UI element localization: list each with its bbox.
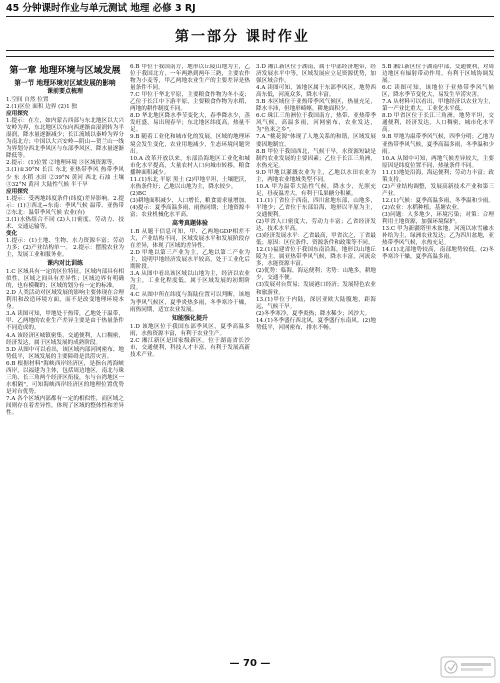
col3-p16: (2)冬季寒冷，夏季炎热；降水稀少；风沙大。	[256, 310, 371, 317]
col2-p3: 8.D 华北地区降水季节变化大，春季降水少，蒸发旺盛，易出现春旱；东北地区纬度高，热量不足。	[130, 113, 250, 134]
col1-p15: 7.A 各个区域内部都有一定的相似性，而区域之间则存在着差异性，体现了区域的整体性和差异性。	[6, 395, 124, 417]
col2-p4: 9.B 随着工业化和城市化的发展，区域的地理环境会发生变化，农业用地减少，生态环境问题突出。	[130, 134, 250, 155]
col3-p8: 10.A 甲为温带大陆性气候，降水少，光照充足，昼夜温差大，有利于瓜果糖分积累。	[256, 183, 376, 197]
running-header-text: 45 分钟课时作业与单元测试 地理 必修 3 RJ	[6, 3, 196, 14]
col1-p1: 1.空间 自然 位置	[6, 97, 49, 103]
col1-tag-3: 变化	[6, 230, 18, 237]
column-1	[6, 64, 124, 417]
col2-p10: 1.B 从题干信息可知，甲、乙两地GDP相差不大，产业结构不同，区域发展水平和发展阶段存在差异，体现了区域的差异性。	[130, 229, 250, 250]
col3-p11: (3)经济发展水平：乙省最高，甲省次之，丁省最低；原因：区位条件、资源条件和政策等不同。	[256, 233, 376, 247]
col1-head-1: 课前要点梳理	[46, 88, 83, 95]
col4-p1: 5.B 湘江新区位于湖南中部，交通便利，对周边地区有辐射带动作用，有利于区域协调发展。	[382, 64, 494, 85]
col4-p8: (2)产业结构调整，发展高新技术产业和第三产业。	[382, 183, 494, 197]
part-banner	[175, 26, 325, 46]
running-header	[6, 2, 494, 17]
col4-p12: 14.(1)北部地势较高，南部地势较低。(2)冬季寒冷干燥，夏季高温多雨。	[382, 247, 494, 261]
col2-head-1: 高考真题体验	[171, 220, 208, 228]
col3-p5: 7.A "桃花源"体现了人地关系的和谐，区域发展要因地制宜。	[256, 134, 376, 148]
col1-p2: 2.(1)区位 面积 边界 (2)1 独	[6, 104, 78, 111]
col1-p8: 1.提示：(1)土地、生物、水力资源丰富；劳动力多；(2)产业结构单一。 2.提示：摆脱农业为主，发展工业和服务业。	[6, 237, 124, 259]
col3-p10: (2)甲省人口密度大，劳动力丰富；乙省经济发达，技术水平高。	[256, 219, 376, 233]
col1-p11: 3.A 读图可知，甲地处于热带，乙地处于温带，甲、乙两地的农业生产差异主要是由于热量条件不同造成的。	[6, 311, 124, 332]
column-2	[130, 64, 250, 359]
col3-p14: (3)发展对台贸易；发展港口经济；发展特色农业和旅游业。	[256, 282, 376, 296]
col3-p2: 4.A 读图可知，该地区属于东部季风区，地势西高东低，河流众多，降水丰富。	[256, 85, 376, 99]
col4-p7: 11.(1)地处沿海，海运便利；劳动力丰富；政策支持。	[382, 169, 494, 183]
col3-p15: 13.(1)甲位于内陆，深居亚欧大陆腹地，距海远，气候干旱。	[256, 296, 376, 310]
col3-p3: 5.B 本区域位于亚热带季风气候区，热量充足，降水丰沛，但地形崎岖，耕地面积少。	[256, 99, 376, 113]
col2-p1: 6.B 甲位于我国南方，地形以丘陵山地为主，乙位于我国北方，一年两熟到两年三熟，主要农作物为小麦等，甲乙两地农业生产的主要差异是热量条件不同。	[130, 64, 250, 92]
col4-p3: 7.A 从材料可以看出，甲地经济以农业为主，第一产业比重大，工业化水平低。	[382, 99, 494, 113]
col3-p4: 6.C 珠江三角洲位于我国南方，热带、亚热带季风气候，高温多雨，河网密布，农业发达，为"鱼米之乡"。	[256, 113, 376, 134]
banner-rule-bottom	[6, 56, 494, 57]
col3-p12: 12.(1)福建省位于我国东南沿海，地形以山地丘陵为主，属亚热带季风气候，降水丰富，河流众多，水能资源丰富。	[256, 247, 376, 268]
page-number: — 70 —	[229, 658, 271, 669]
col1-p12: 4.A 该经济区城镇密集，交通便利，人口稠密，经济发达，属于区域发展的成熟阶段。	[6, 332, 124, 346]
col1-tag-1: 应用探究	[6, 111, 29, 118]
col1-p5: 3.(1)①30°N 长江 东北 亚热带季风 热带季风 少 东 水稻 水田 ②39°N 黄河 西北 石油 土壤 ③32°N 黄河 大陆性气候 半干旱	[6, 167, 124, 188]
col4-p11: 13.C 甲为新疆塔里木盆地，河流以冰雪融水补给为主，绿洲农业发达；乙为四川盆地，亚热带季风气候，水热充足。	[382, 226, 494, 247]
col3-p6: 8.B 甲位于我国西北，气候干旱，水资源短缺是制约农业发展的主要因素；乙位于长江三角洲，水热充足。	[256, 148, 376, 169]
col4-p6: 10.A 从图中可知，两地气候差异较大，主要原因是纬度位置不同，热量条件不同。	[382, 155, 494, 169]
col3-p9: 11.(1)丁省位于西南，四川盆地东部，山地多，平地少；乙省位于东部沿海，地形以平原为主，交通便利。	[256, 197, 376, 218]
col1-p7: 3.(1)水热组合不同 (2)人口密度、劳动力、技术、交通运输等。	[6, 216, 124, 230]
col2-p11: 2.D 甲地以第三产业为主，乙地以第二产业为主，说明甲地经济发展水平较高，处于工业化后期阶段。	[130, 250, 250, 271]
col2-p14: 1.D 该地区位于我国东部季风区，夏季高温多雨，水热资源丰富，有利于农业生产。	[130, 323, 250, 337]
col2-p9: (4)提示：夏季高温多雨，雨热同期；土地资源丰富；农业机械化水平高。	[130, 204, 250, 218]
col4-p5: 9.B 甲地为温带季风气候，四季分明；乙地为亚热带季风气候，夏季高温多雨，冬季温和少雨。	[382, 134, 494, 155]
col1-p10: 2.D 人类活动对区域发展的影响主要体现在合理利用和改造环境方面，而不是改变地理环境本身。	[6, 290, 124, 311]
col3-p17: 14.(1)冬季盛行西北风，夏季盛行东南风。(2)地势低平，河网密布，排水不畅。	[256, 317, 376, 331]
col3-p13: (2)优势：临海，海运便利；劣势：山地多，耕地少，交通不便。	[256, 268, 376, 282]
col2-p2: 7.C 甲位于华北平原，主要粮食作物为冬小麦；乙位于长江中下游平原，主要粮食作物为水稻，两地的耕作制度不同。	[130, 92, 250, 113]
col2-head-2: 知能强化提升	[171, 314, 208, 322]
col2-p7: (2)BC	[130, 190, 147, 197]
col1-p9: 1.C 区域具有一定的区位特征，区域内部具有相似性，区域之间具有差异性；区域边界有明确的，也有模糊的；区域的划分有一定的标准。	[6, 269, 124, 290]
col1-p13: 5.D 从图中可以看出，该区域内部河网密布、地势低平，区域发展的主要障碍是洪涝灾害。	[6, 346, 124, 360]
watermark-stamp	[440, 656, 496, 678]
chapter-title: 第一章 地理环境与区域发展	[9, 66, 121, 76]
col4-p4: 8.D 甲省区位于长江三角洲，地势平坦，交通便利，经济发达，人口稠密，城市化水平高。	[382, 113, 494, 134]
col2-p12: 3.A 从图中看出该区域以山地为主，经济以农业为主，工业化程度低，属于区域发展的初期阶段。	[130, 271, 250, 292]
col1-p6: 1.提示：受两地纬度条件(纬度)差异影响。2.提示：(1)①西北→东南：季风气候 温带、亚热带 ②东北：温带季风气候 农业(有)	[6, 195, 124, 216]
col1-tag-2: 应用探究	[6, 188, 29, 195]
column-3	[256, 64, 376, 332]
col2-p5: 10.A 改革开放以来，东部沿海地区工业化和城市化水平提高，大量农村人口向城市转移，粮食播种面积减少。	[130, 155, 250, 176]
col1-p4: 2.提示：(1)位置 ②地理环境 ③区域资源等。	[6, 160, 118, 167]
col4-p2: 6.C 读图可知，该地位于亚热带季风气候区，降水季节变化大，易发生旱涝灾害。	[382, 85, 494, 99]
col2-p13: 4.C 从图中所在纬度与海陆位置可以判断，该地为季风气候区，夏季炎热多雨，冬季寒冷干燥，雨热同期，适宜农业发展。	[130, 292, 250, 313]
col1-p3: 1.提示：在左，如内蒙古西部与东北地区以大兴安岭为界，东北地区以东向西逐渐由湿润转为半湿润，降水量逐渐减少；长江流域以秦岭为界分为南北方；中国以大兴安岭—阴山—贺兰山一线为界划分西北季风区与东部季风区，降水量逐渐降低等。	[6, 118, 124, 160]
banner-rule-top	[6, 50, 494, 51]
col4-p10: (3)问题：人多地少，环境污染；对策：合理利用土地资源，加强环境保护。	[382, 211, 494, 226]
col2-p8: (3)耕地面积减少，人口增长，粮食需求量增加。	[130, 197, 250, 204]
col3-p7: 9.D 甲地以灌溉农业为主，乙地以水田农业为主，两地农业地域类型不同。	[256, 169, 376, 183]
col1-head-2: 课内对比训练	[46, 260, 83, 268]
col2-p6: 11.(1)东北 平原 黑土 (2)甲地平坦，土壤肥沃，水热条件好；乙地以山地为主，降水较少。	[130, 176, 250, 190]
col3-p1: 3.D 湘江新区位于湖南，属于中部经济地带，经济发展水平中等，区域发展应立足资源优势，加强区域合作。	[256, 64, 376, 85]
col1-p14: 6.B 根据材料"海峡西岸经济区，是指台湾海峡西岸，以福建为主体，包括周边地区，南北与珠三角、长三角两个经济区衔接，东与台湾地区一水相隔"，可知海峡西岸经济区的地理位置优势是对台优势。	[6, 360, 124, 395]
section-title: 第一节 地理环境对区域发展的影响	[14, 79, 116, 87]
column-4	[382, 64, 494, 261]
col4-p9: 12.(1)气候：夏季高温多雨，冬季温和少雨。(2)农业：水稻种植，基塘农业。	[382, 197, 494, 211]
col2-p15: 2.C 湘江新区是国家级新区，位于湖南省长沙市，交通便利，科技人才丰富，有利于发展高新技术产业。	[130, 337, 250, 358]
part-banner-text: 第一部分 课时作业	[175, 29, 310, 45]
